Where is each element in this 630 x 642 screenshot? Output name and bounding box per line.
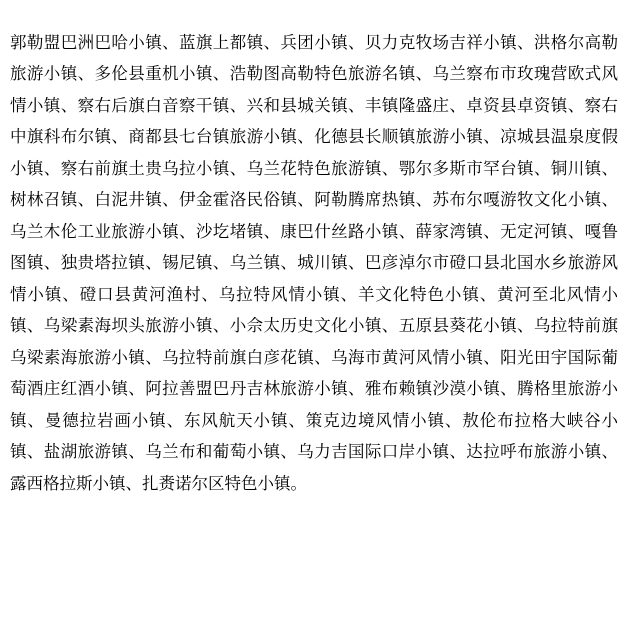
document-paragraph: 郭勒盟巴洲巴哈小镇、蓝旗上都镇、兵团小镇、贝力克牧场吉祥小镇、洪格尔高勒旅游小镇、多伦县重机小镇、浩勒图高勒特色旅游名镇、乌兰察布市玫瑰营欧式风情小镇、察右后旗白音察干镇、兴和县城关镇、丰镇隆盛庄、卓资县卓资镇、察右中旗科布尔镇、商都县七台镇旅游小镇、化德县长顺镇旅游小镇、凉城县温泉度假小镇、察右前旗土贵乌拉小镇、乌兰花特色旅游镇、鄂尔多斯市罕台镇、铜川镇、树林召镇、白泥井镇、伊金霍洛民俗镇、阿勒腾席热镇、苏布尔嘎游牧文化小镇、乌兰木伦工业旅游小镇、沙圪堵镇、康巴什丝路小镇、薛家湾镇、无定河镇、嘎鲁图镇、独贵塔拉镇、锡尼镇、乌兰镇、城川镇、巴彦淖尔市磴口县北国水乡旅游风情小镇、磴口县黄河渔村、乌拉特风情小镇、羊文化特色小镇、黄河至北风情小镇、乌梁素海坝头旅游小镇、小佘太历史文化小镇、五原县葵花小镇、乌拉特前旗乌梁素海旅游小镇、乌拉特前旗白彦花镇、乌海市黄河风情小镇、阳光田宇国际葡萄酒庄红酒小镇、阿拉善盟巴丹吉林旅游小镇、雅布赖镇沙漠小镇、腾格里旅游小镇、曼德拉岩画小镇、东风航天小镇、策克边境风情小镇、敖伦布拉格大峡谷小镇、盐湖旅游镇、乌兰布和葡萄小镇、乌力吉国际口岸小镇、达拉呼布旅游小镇、露西格拉斯小镇、扎赉诺尔区特色小镇。 [10, 32, 618, 493]
